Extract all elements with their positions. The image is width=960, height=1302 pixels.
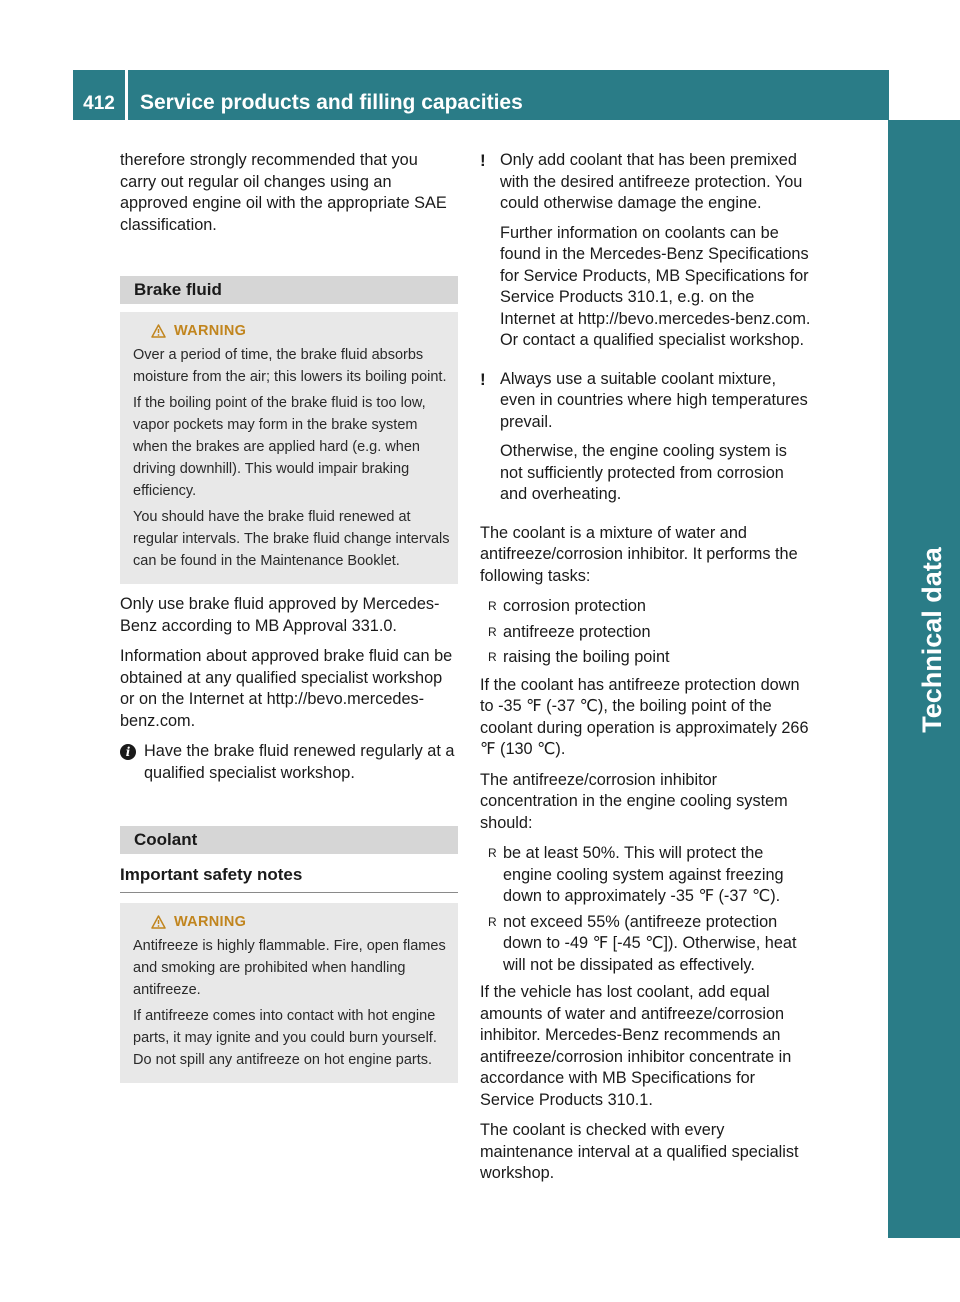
paragraph-brake-info: Information about approved brake fluid can be obtained at any qualified specialist workshop or on the Internet at http://bevo.mercedes-benz.com. — [120, 647, 453, 730]
info-note — [120, 741, 458, 792]
paragraph-lost-coolant: If the vehicle has lost coolant, add equal amounts of water and antifreeze/corrosion inhibitor. Mercedes-Benz recommends an antifreeze/corrosion inhibitor concentrate in accordance with MB Specifications for Service Products 310.1. — [480, 983, 792, 1109]
subheading-important-safety-notes: Important safety notes — [120, 864, 458, 893]
paragraph-coolant-check: The coolant is checked with every maintenance interval at a qualified specialist workshop. — [480, 1121, 799, 1182]
page-title: Service products and filling capacities — [140, 91, 523, 114]
note-text: Always use a suitable coolant mixture, even in countries where high temperatures prevail. — [500, 369, 808, 431]
warning-header — [151, 320, 452, 342]
list-item: R be at least 50%. This will protect the engine cooling system against freezing down to approximately -35 ℉ (-37 ℃). — [480, 843, 813, 908]
section-heading-coolant: Coolant — [120, 826, 458, 854]
section-heading-brake-fluid: Brake fluid — [120, 276, 458, 304]
list-item: R corrosion protection — [480, 596, 813, 618]
paragraph-boiling-point: If the coolant has antifreeze protection down to -35 ℉ (-37 ℃), the boiling point of the coolant during operation is approximately 266 ℉ (130 ℃). — [480, 675, 809, 758]
paragraph-coolant-mixture: The coolant is a mixture of water and antifreeze/corrosion inhibitor. It performs the following tasks: — [480, 523, 798, 585]
side-tab-label: Technical data — [916, 547, 947, 733]
caution-exclamation-icon: ! — [480, 151, 486, 170]
concentration-list — [480, 843, 813, 976]
warning-text: Antifreeze is highly flammable. Fire, open flames and smoking are prohibited when handling antifreeze. — [133, 937, 446, 998]
paragraph-brake-approval: Only use brake fluid approved by Mercedes-Benz according to MB Approval 331.0. — [120, 595, 440, 635]
caution-note-premixed — [480, 150, 813, 360]
left-column — [120, 150, 458, 1083]
note-text: Further information on coolants can be found in the Mercedes-Benz Specifications for Service Products, MB Specifications for Service Products 310.1, e.g. on the Internet at http://bevo.mercedes-benz.com. Or contact a qualified specialist workshop. — [500, 223, 811, 349]
bullet-marker: R — [488, 599, 497, 613]
warning-title: WARNING — [174, 323, 247, 339]
warning-triangle-icon — [151, 324, 166, 338]
caution-exclamation-icon: ! — [480, 369, 486, 389]
task-list — [480, 596, 813, 669]
info-icon: i — [120, 744, 136, 760]
note-text: Only add coolant that has been premixed with the desired antifreeze protection. You could otherwise damage the engine. — [500, 151, 803, 212]
intro-paragraph: therefore strongly recommended that you carry out regular oil changes using an approved engine oil with the appropriate SAE classification. — [120, 151, 447, 234]
warning-text: If the boiling point of the brake fluid is too low, vapor pockets may form in the brake system when the brakes are applied hard (e.g. when driving downhill). This would impair braking efficiency. — [133, 395, 426, 499]
bullet-marker: R — [488, 624, 497, 639]
list-item: R raising the boiling point — [480, 647, 813, 669]
info-note-text: Have the brake fluid renewed regularly at a qualified specialist workshop. — [144, 742, 455, 782]
list-item: R antifreeze protection — [480, 622, 813, 644]
coolant-warning-box — [120, 903, 458, 1083]
page-number: 412 — [83, 93, 115, 114]
list-item: R not exceed 55% (antifreeze protection down to -49 ℉ [-45 ℃]). Otherwise, heat will not be dissipated as effectively. — [480, 912, 813, 977]
warning-text: You should have the brake fluid renewed at regular intervals. The brake fluid change intervals can be found in the Maintenance Booklet. — [133, 509, 450, 569]
warning-title: WARNING — [174, 913, 247, 930]
caution-note-mixture — [480, 369, 813, 514]
note-text: Otherwise, the engine cooling system is not sufficiently protected from corrosion and overheating. — [500, 442, 787, 503]
warning-text: Over a period of time, the brake fluid absorbs moisture from the air; this lowers its boiling point. — [133, 347, 447, 385]
bullet-marker: R — [488, 846, 497, 860]
bullet-marker: R — [488, 650, 497, 664]
warning-triangle-icon — [151, 915, 166, 929]
warning-header — [151, 911, 452, 933]
right-column — [480, 150, 813, 1194]
paragraph-concentration: The antifreeze/corrosion inhibitor concentration in the engine cooling system should: — [480, 770, 788, 832]
header-divider — [125, 70, 128, 120]
brake-fluid-warning-box — [120, 312, 458, 584]
bullet-marker: R — [488, 914, 497, 929]
warning-text: If antifreeze comes into contact with hot engine parts, it may ignite and you could burn yourself. Do not spill any antifreeze on hot engine parts. — [133, 1007, 437, 1068]
